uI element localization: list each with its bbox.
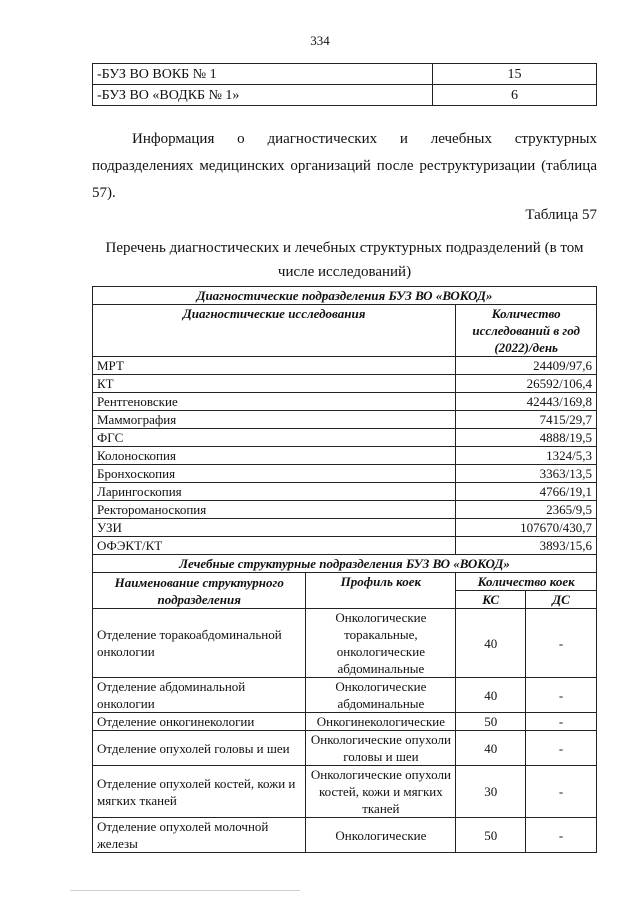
unit-name: Отделение опухолей костей, кожи и мягких тканей: [93, 766, 306, 818]
table-row: [93, 537, 597, 555]
treatment-col-beds: Количество коек: [456, 573, 597, 591]
diagnostic-value: 2365/9,5: [456, 501, 597, 519]
table-row: [93, 766, 597, 818]
org-name: -БУЗ ВО ВОКБ № 1: [93, 64, 433, 85]
unit-name: Отделение опухолей молочной железы: [93, 818, 306, 853]
unit-name: Отделение опухолей головы и шеи: [93, 731, 306, 766]
table-row: [93, 357, 597, 375]
table-row: [93, 411, 597, 429]
table-row: [93, 393, 597, 411]
diagnostic-column-header: [93, 305, 597, 357]
bed-profile: Онкологические торакальные, онкологические абдоминальные: [306, 609, 456, 678]
beds-ds: -: [526, 678, 597, 713]
diagnostic-name: КТ: [93, 375, 456, 393]
table-row: [93, 85, 597, 106]
table-row: [93, 375, 597, 393]
diagnostic-name: Бронхоскопия: [93, 465, 456, 483]
diagnostic-value: 42443/169,8: [456, 393, 597, 411]
treatment-column-header: [93, 573, 597, 591]
beds-ds: -: [526, 766, 597, 818]
beds-ds: -: [526, 609, 597, 678]
table-caption: Таблица 57: [525, 207, 597, 223]
table-row: [93, 64, 597, 85]
table-row: [93, 713, 597, 731]
table-row: [93, 483, 597, 501]
beds-ks: 50: [456, 713, 526, 731]
table-row: [93, 501, 597, 519]
table-title: Перечень диагностических и лечебных структурных подразделений (в том числе исследований): [105, 240, 584, 280]
diagnostic-section-header: [93, 287, 597, 305]
info-paragraph: Информация о диагностических и лечебных структурных подразделениях медицинских организаций после реструктуризации (таблица 57).: [92, 131, 597, 201]
beds-ks: 40: [456, 678, 526, 713]
top-table: [92, 63, 597, 106]
diagnostic-value: 26592/106,4: [456, 375, 597, 393]
table-row: [93, 731, 597, 766]
diagnostic-value: 4888/19,5: [456, 429, 597, 447]
diagnostic-value: 7415/29,7: [456, 411, 597, 429]
table-row: [93, 447, 597, 465]
beds-ds: -: [526, 731, 597, 766]
bed-profile: Онкогинекологические: [306, 713, 456, 731]
diagnostic-name: Ларингоскопия: [93, 483, 456, 501]
bed-profile: Онкологические абдоминальные: [306, 678, 456, 713]
org-value: 15: [433, 64, 597, 85]
treatment-col-ks: КС: [456, 591, 526, 609]
diagnostic-name: УЗИ: [93, 519, 456, 537]
diagnostic-name: ОФЭКТ/КТ: [93, 537, 456, 555]
table-row: [93, 429, 597, 447]
treatment-rows: [93, 609, 597, 853]
diagnostic-col-name: Диагностические исследования: [93, 305, 456, 357]
beds-ks: 50: [456, 818, 526, 853]
diagnostic-name: Маммография: [93, 411, 456, 429]
diagnostic-section-title: Диагностические подразделения БУЗ ВО «ВОКОД»: [93, 287, 597, 305]
diagnostic-value: 1324/5,3: [456, 447, 597, 465]
table-row: [93, 465, 597, 483]
unit-name: Отделение абдоминальной онкологии: [93, 678, 306, 713]
diagnostic-name: МРТ: [93, 357, 456, 375]
diagnostic-name: Колоноскопия: [93, 447, 456, 465]
bed-profile: Онкологические опухоли головы и шеи: [306, 731, 456, 766]
diagnostic-value: 3363/13,5: [456, 465, 597, 483]
beds-ks: 40: [456, 731, 526, 766]
diagnostic-name: Ректороманоскопия: [93, 501, 456, 519]
table-row: [93, 678, 597, 713]
table-row: [93, 519, 597, 537]
beds-ks: 30: [456, 766, 526, 818]
page-number: 334: [310, 33, 330, 48]
org-name: -БУЗ ВО «ВОДКБ № 1»: [93, 85, 433, 106]
treatment-col-ds: ДС: [526, 591, 597, 609]
diagnostic-value: 4766/19,1: [456, 483, 597, 501]
table-row: [93, 609, 597, 678]
diagnostic-value: 107670/430,7: [456, 519, 597, 537]
unit-name: Отделение торакоабдоминальной онкологии: [93, 609, 306, 678]
diagnostic-value: 24409/97,6: [456, 357, 597, 375]
table-row: [93, 818, 597, 853]
diagnostic-name: Рентгеновские: [93, 393, 456, 411]
treatment-col-unit: Наименование структурного подразделения: [93, 573, 306, 609]
scan-artifact-line: [70, 890, 300, 891]
treatment-section-title: Лечебные структурные подразделения БУЗ ВО «ВОКОД»: [93, 555, 597, 573]
diagnostic-name: ФГС: [93, 429, 456, 447]
diagnostic-rows: [93, 357, 597, 555]
bed-profile: Онкологические: [306, 818, 456, 853]
bed-profile: Онкологические опухоли костей, кожи и мягких тканей: [306, 766, 456, 818]
beds-ds: -: [526, 713, 597, 731]
org-value: 6: [433, 85, 597, 106]
main-table: [92, 286, 597, 853]
beds-ds: -: [526, 818, 597, 853]
beds-ks: 40: [456, 609, 526, 678]
unit-name: Отделение онкогинекологии: [93, 713, 306, 731]
treatment-col-profile: Профиль коек: [306, 573, 456, 609]
treatment-section-header: [93, 555, 597, 573]
diagnostic-col-value: Количество исследований в год (2022)/день: [456, 305, 597, 357]
diagnostic-value: 3893/15,6: [456, 537, 597, 555]
